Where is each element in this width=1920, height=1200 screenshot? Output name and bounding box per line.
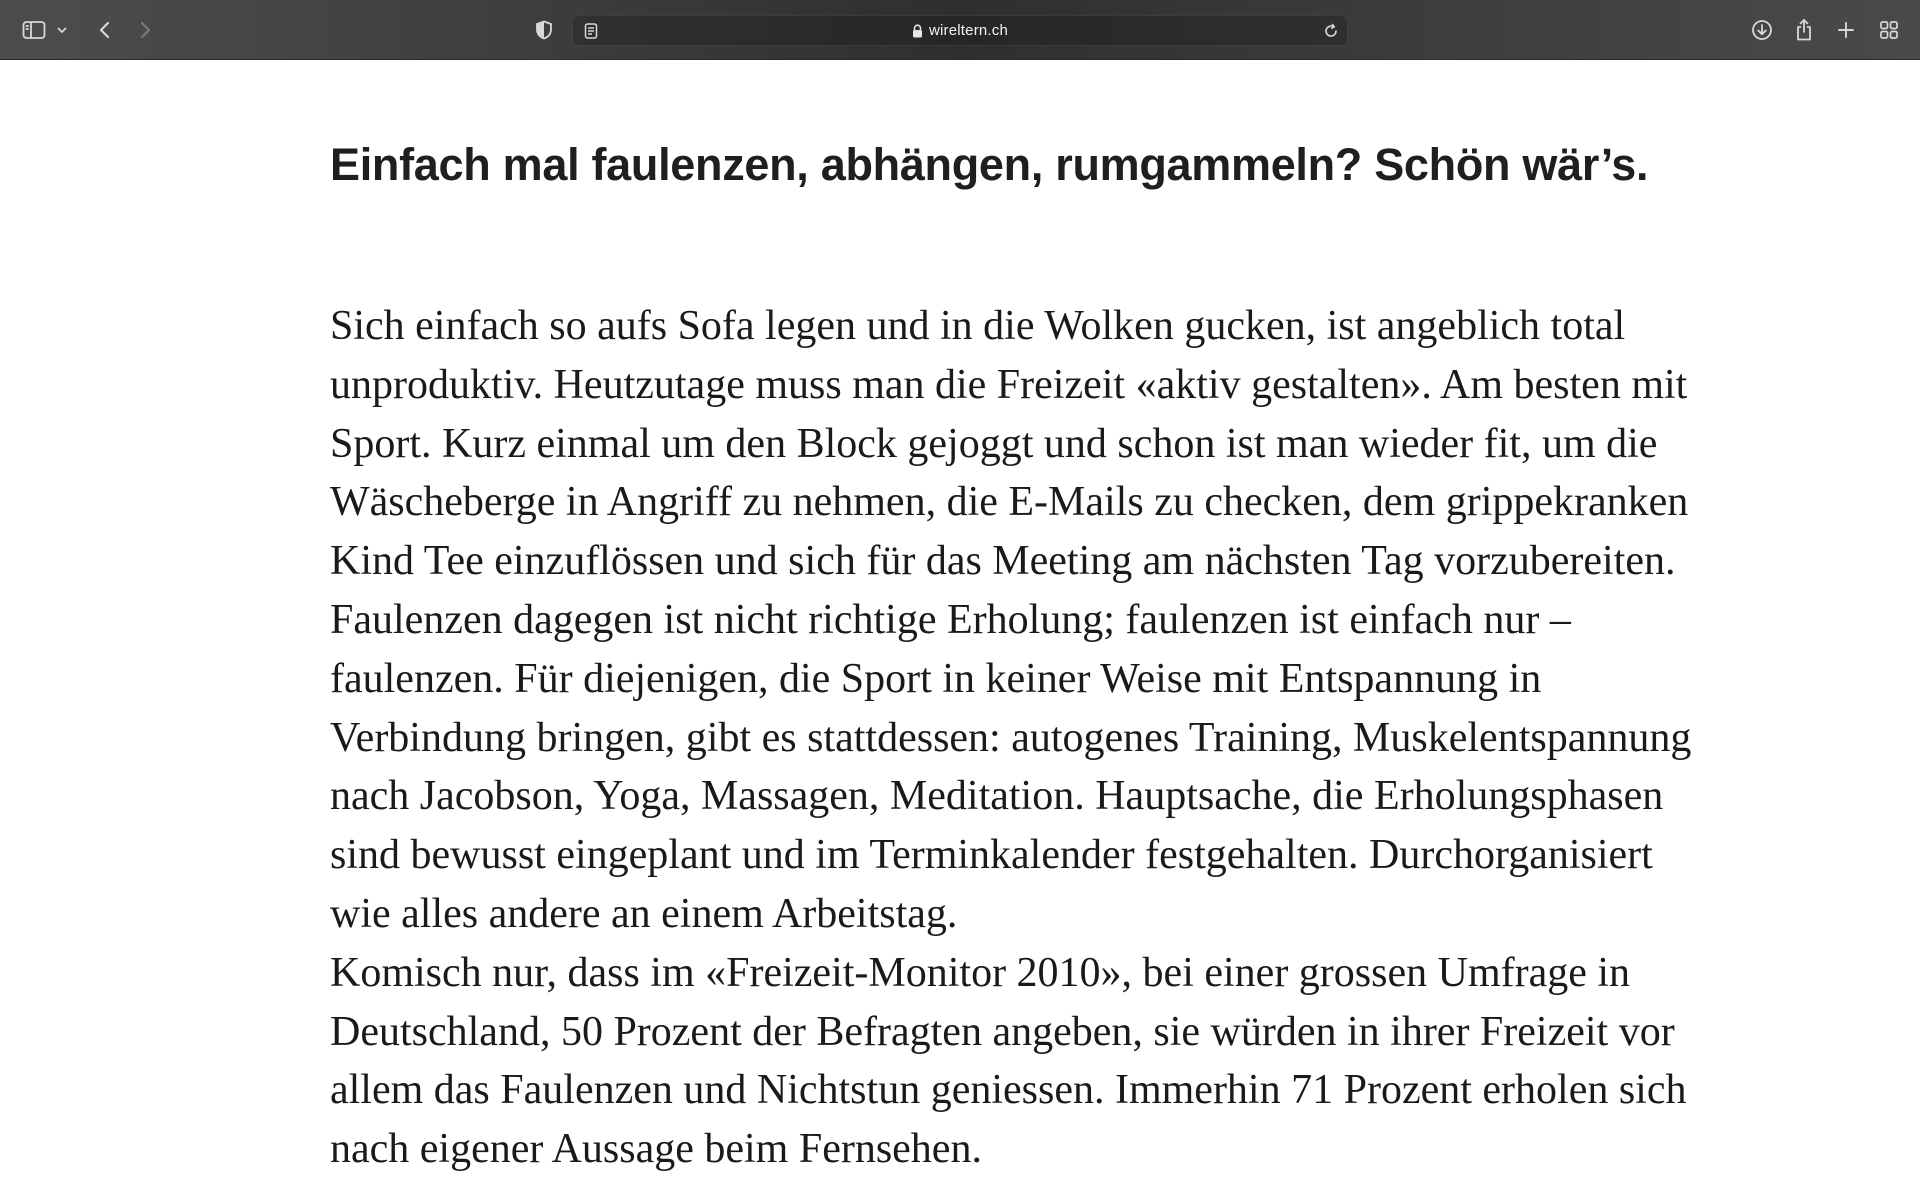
- sidebar-icon[interactable]: [20, 16, 48, 44]
- grid-icon[interactable]: [1875, 16, 1903, 44]
- chevron-left-icon[interactable]: [91, 16, 119, 44]
- page-content: [0, 61, 1920, 1200]
- chevron-right-icon[interactable]: [131, 16, 159, 44]
- article-paragraph: Sich einfach so aufs Sofa legen und in die Wolken gucken, ist angeblich total unproduktiv. Heutzutage muss man die Freizeit «aktiv gestalten». Am besten mit Sport. Kurz einmal um den Block gejoggt und schon ist man wieder fit, um die Wäscheberge in Angriff zu nehmen, die E-Mails zu checken, dem grippekranken Kind Tee einzuflössen und sich für das Meeting am nächsten Tag vorzubereiten. Faulenzen dagegen ist nicht richtige Erholung; faulenzen ist einfach nur – faulenzen. Für diejenigen, die Sport in keiner Weise mit Entspannung in Verbindung bringen, gibt es stattdessen: autogenes Training, Muskelentspannung nach Jacobson, Yoga, Massagen, Meditation. Hauptsache, die Erholungsphasen sind bewusst eingeplant und im Terminkalender festgehalten. Durchorganisiert wie alles andere an einem Arbeitstag.: [330, 303, 1692, 937]
- download-icon[interactable]: [1748, 16, 1776, 44]
- lock-icon: [912, 24, 923, 38]
- url-text: wireltern.ch: [928, 22, 1009, 39]
- article-headline: Einfach mal faulenzen, abhängen, rumgammeln? Schön wär’s.: [330, 139, 1649, 190]
- browser-toolbar: [0, 0, 1920, 60]
- share-icon[interactable]: [1790, 16, 1818, 44]
- plus-icon[interactable]: [1832, 16, 1860, 44]
- article: [330, 133, 1700, 1179]
- shield-icon[interactable]: [530, 16, 558, 44]
- reload-icon[interactable]: [1317, 17, 1345, 45]
- address-bar[interactable]: [572, 15, 1348, 46]
- chevron-down-icon[interactable]: [52, 16, 72, 44]
- article-paragraph: Komisch nur, dass im «Freizeit-Monitor 2010», bei einer grossen Umfrage in Deutschland, 50 Prozent der Befragten angeben, sie würden in ihrer Freizeit vor allem das Faulenzen und Nichtstun geniessen. Immerhin 71 Prozent erholen sich nach eigener Aussage beim Fernsehen.: [330, 949, 1687, 1173]
